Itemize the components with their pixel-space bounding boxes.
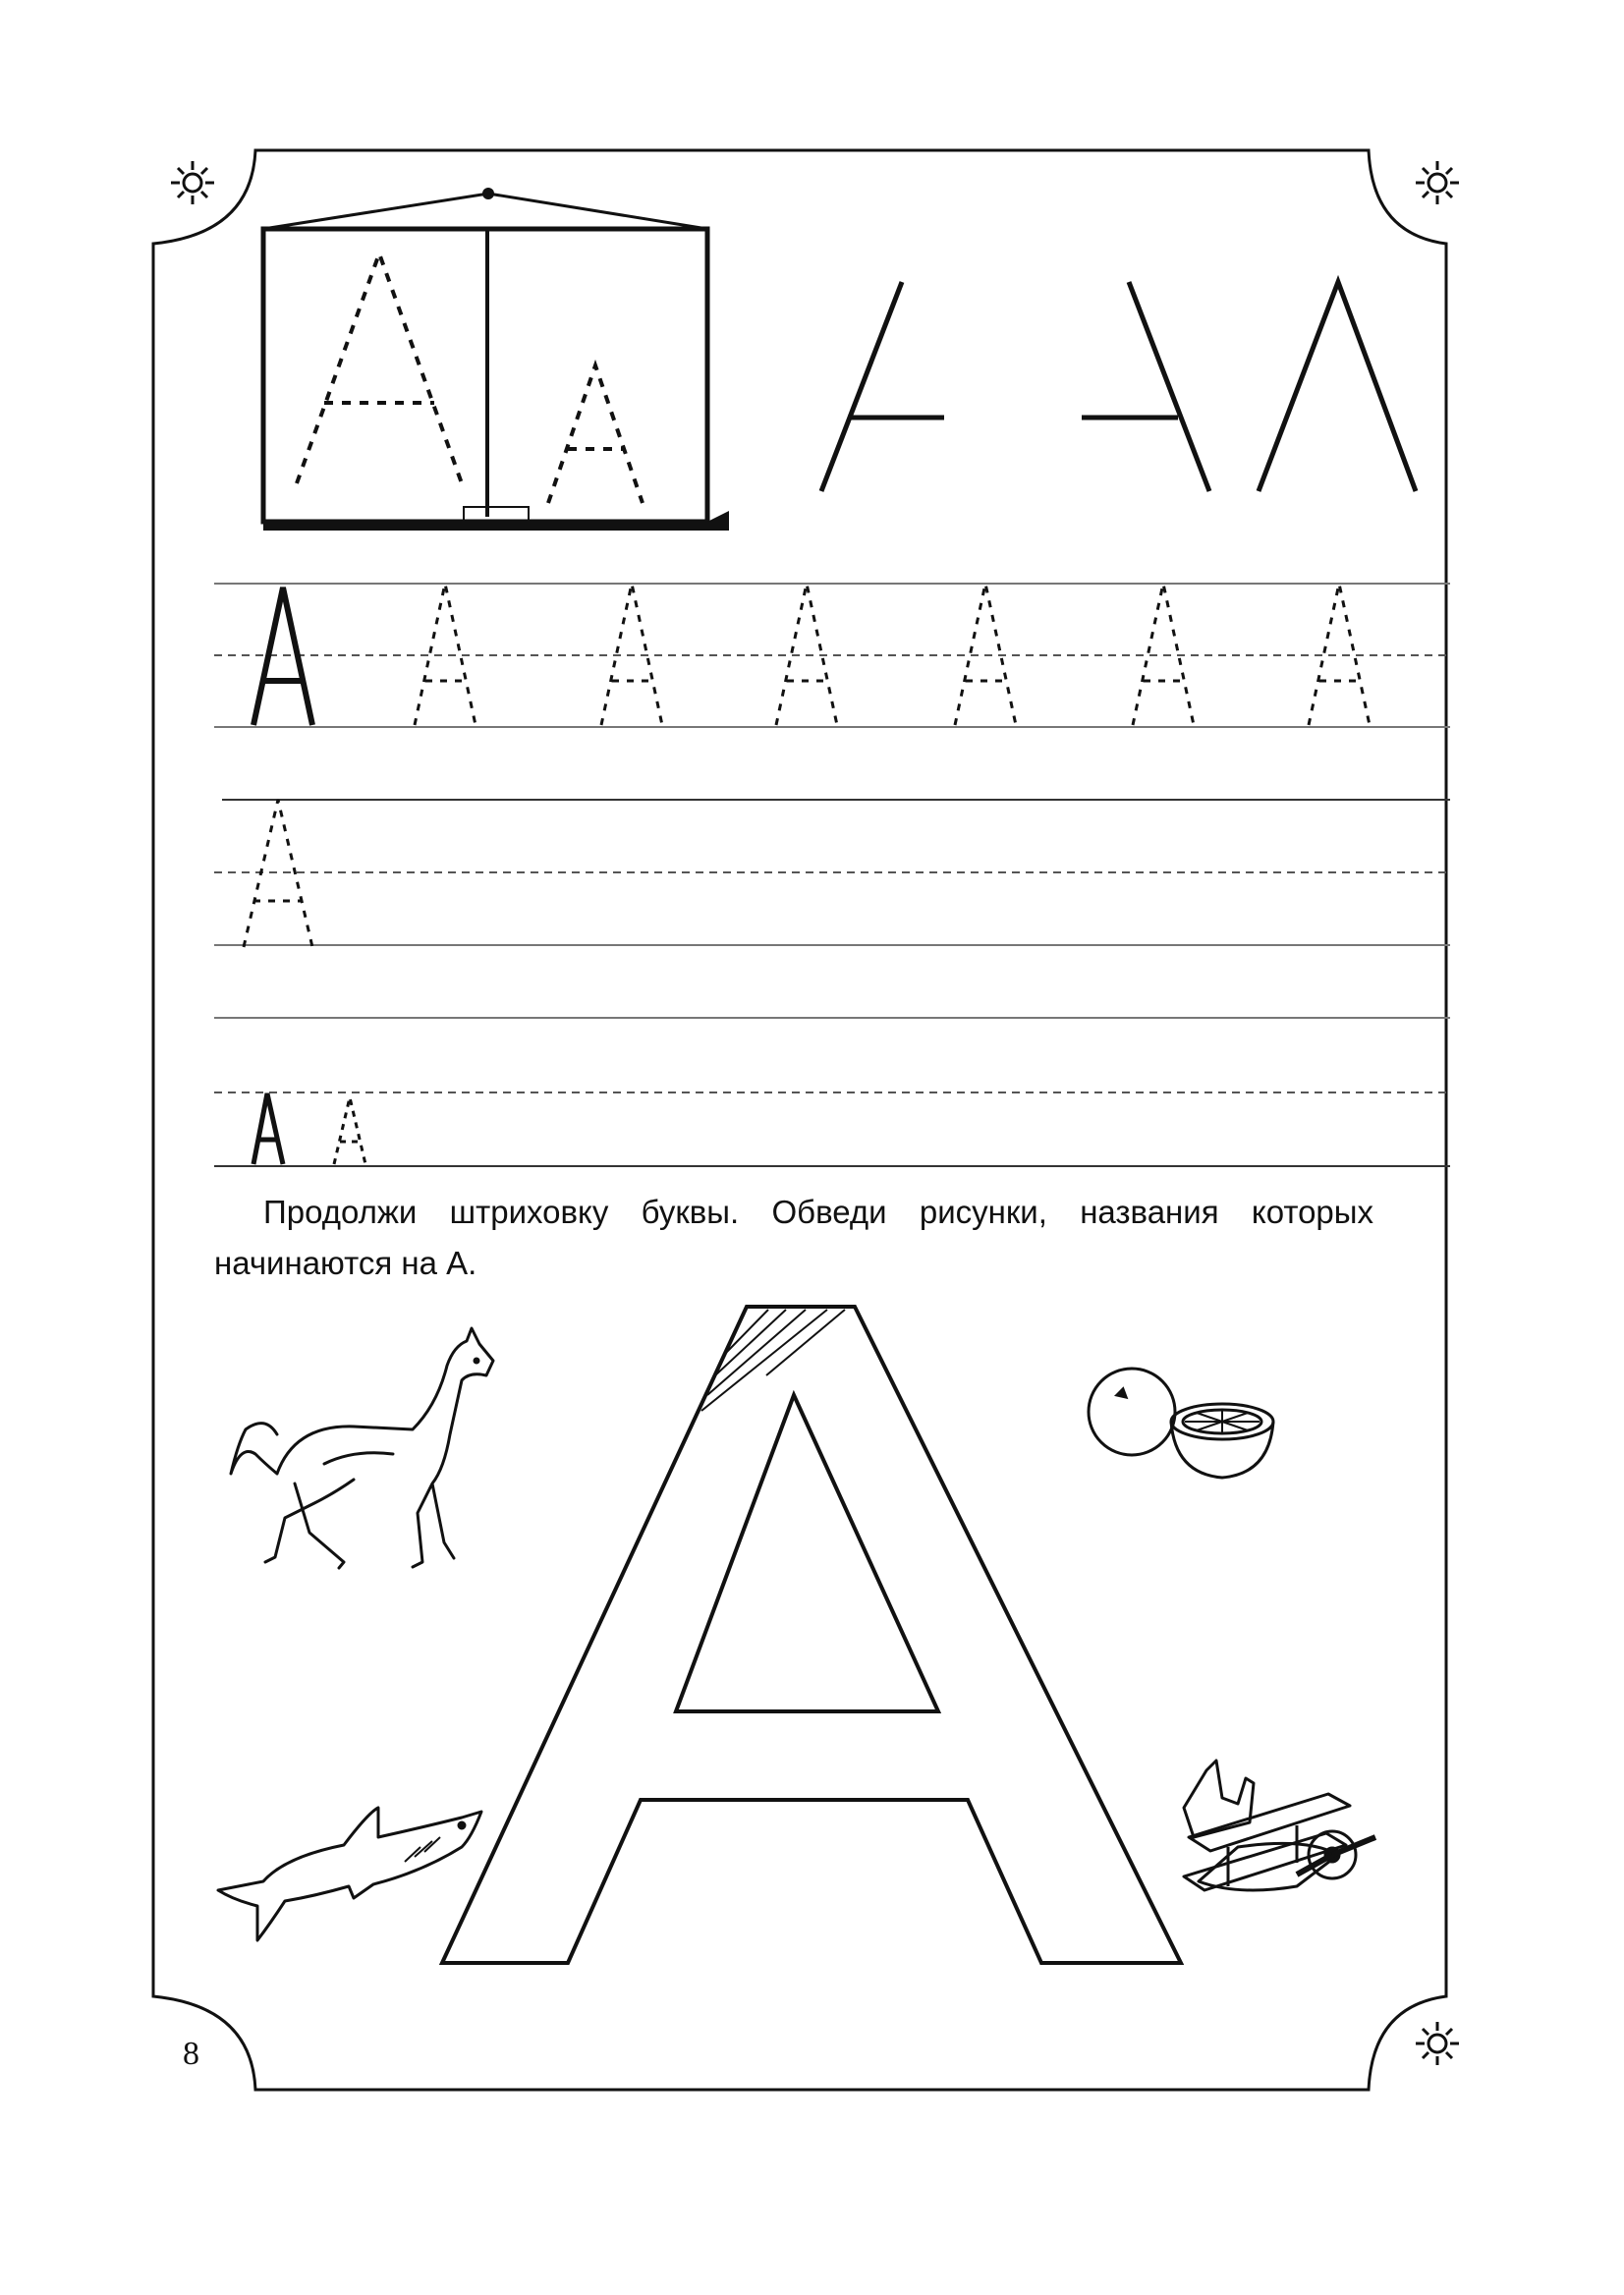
writing-row-1: [214, 584, 1450, 727]
page-number: 8: [183, 2036, 199, 2072]
writing-row-2: [214, 800, 1450, 947]
shark-picture[interactable]: [218, 1808, 481, 1940]
letter-strokes: [821, 282, 1416, 491]
dotted-letter-lowercase: [548, 365, 643, 503]
big-letter-outline: [442, 1307, 1181, 1963]
solid-letter-a-small: [253, 1093, 283, 1164]
sun-ornament-icon: [1416, 2022, 1459, 2065]
dotted-letter-uppercase: [297, 253, 462, 483]
sun-ornament-icon: [171, 161, 214, 204]
dotted-letter-a-small: [334, 1097, 365, 1164]
orange-picture[interactable]: [1089, 1369, 1273, 1478]
writing-row-3: [214, 1018, 1450, 1166]
sun-ornament-icon: [1416, 161, 1459, 204]
horse-picture[interactable]: [231, 1328, 493, 1568]
task-instruction: Продолжи штриховку буквы. Обведи рисунки, названия которых начинаются на А.: [214, 1194, 1373, 1281]
airplane-picture[interactable]: [1184, 1761, 1375, 1890]
chalkboard: [263, 188, 729, 531]
